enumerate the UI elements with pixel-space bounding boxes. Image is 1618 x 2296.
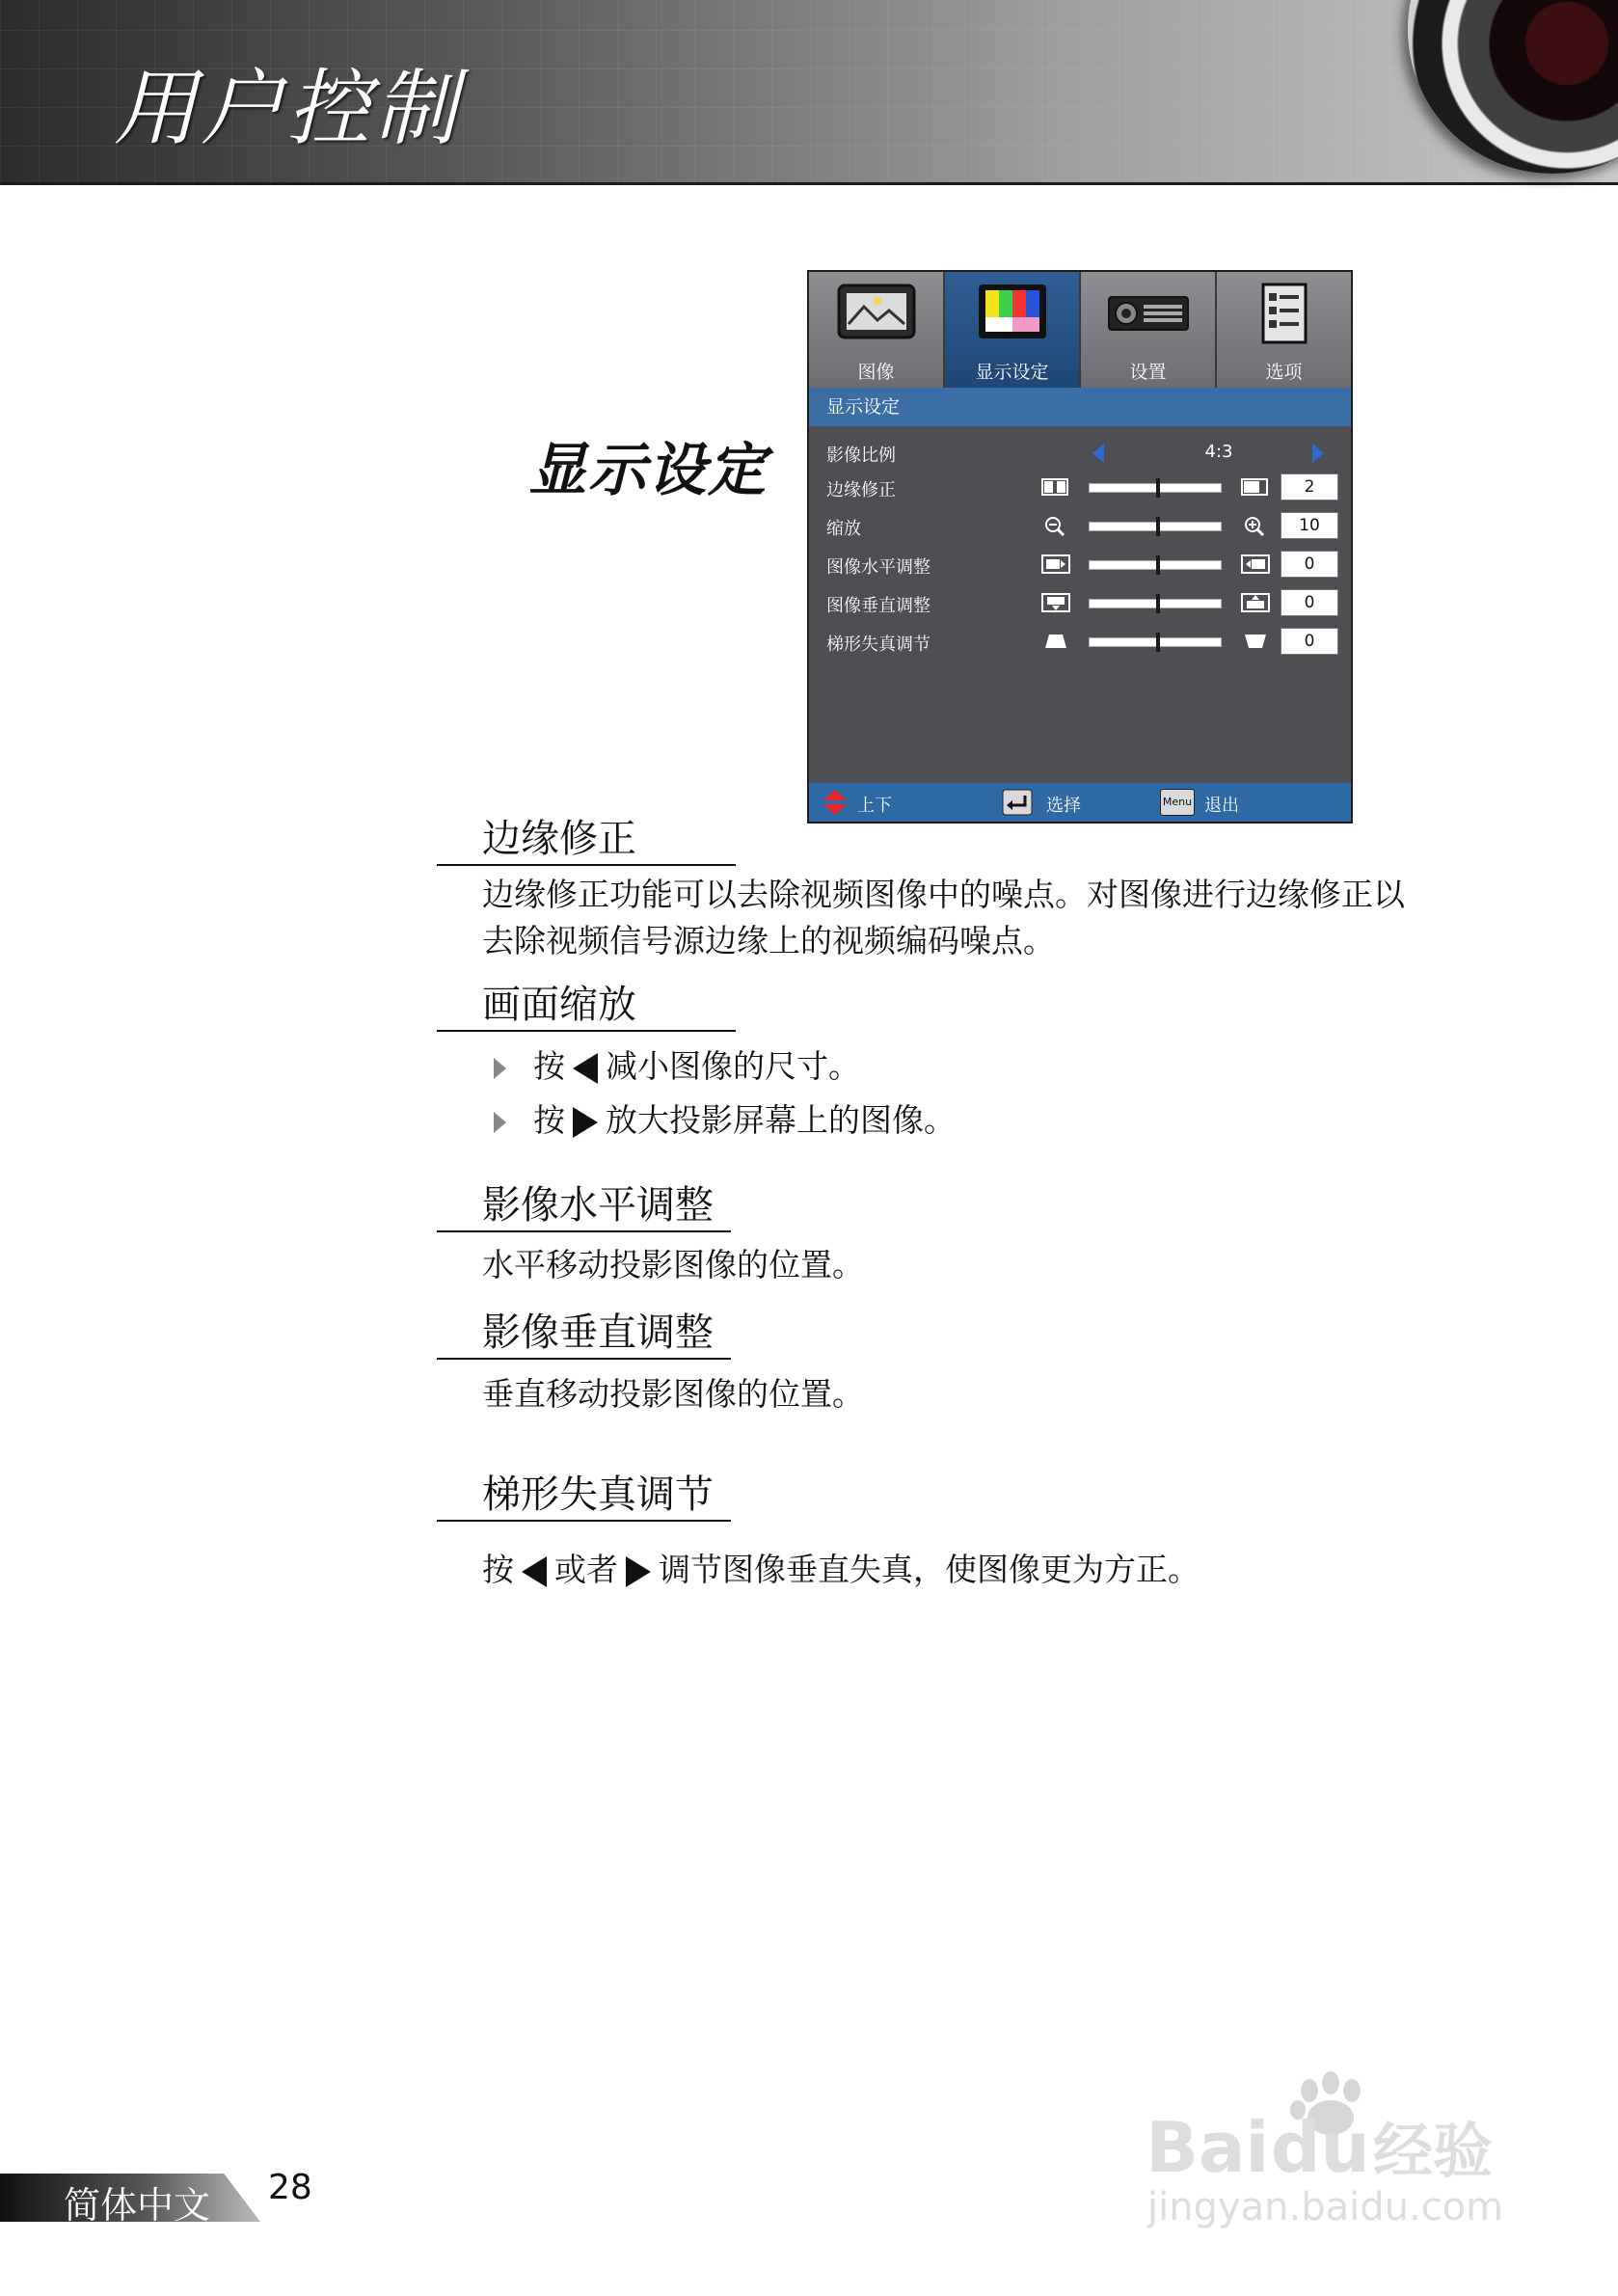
osd-tab-label: 设置	[1129, 362, 1167, 383]
keystone-text-mid: 或者	[554, 1551, 618, 1588]
keystone-value: 0	[1281, 628, 1338, 655]
bullet-zoom-increase	[494, 1097, 956, 1144]
v-shift-value: 0	[1281, 589, 1338, 616]
picture-icon	[835, 282, 918, 341]
bullet-text-post: 放大投影屏幕上的图像。	[606, 1101, 956, 1139]
paragraph-keystone	[482, 1547, 1504, 1593]
heading-zoom: 画面缩放	[437, 982, 736, 1032]
watermark-brand: Bai	[1146, 2107, 1270, 2188]
aspect-ratio-value: 4:3	[1204, 442, 1233, 462]
osd-tab-bar	[809, 272, 1351, 388]
zoom-slider[interactable]	[1089, 522, 1222, 531]
menu-key-icon: Menu	[1160, 789, 1195, 816]
watermark-brand-2: du	[1271, 2107, 1370, 2188]
v-shift-slider[interactable]	[1089, 599, 1222, 608]
section-title: 显示设定	[528, 437, 768, 504]
osd-row-label: 边缘修正	[826, 480, 896, 500]
osd-footer-bar	[809, 783, 1351, 822]
osd-tab-label: 显示设定	[975, 362, 1049, 383]
osd-tab-label: 图像	[857, 362, 895, 383]
shift-down-icon	[1040, 592, 1071, 613]
bullet-marker-icon	[494, 1058, 506, 1079]
osd-tab-setup[interactable]	[1081, 272, 1217, 388]
keystone-slider[interactable]	[1089, 637, 1222, 647]
watermark-suffix: 经验	[1373, 2116, 1494, 2186]
keystone-narrow-bottom-icon	[1240, 631, 1271, 652]
heading-v-image-shift: 影像垂直调整	[437, 1310, 731, 1360]
paragraph-edge-mask-line2: 去除视频信号源边缘上的视频编码噪点。	[482, 922, 1055, 959]
paragraph-edge-mask-line1: 边缘修正功能可以去除视频图像中的噪点。对图像进行边缘修正以	[482, 876, 1405, 913]
osd-row-label: 缩放	[826, 519, 861, 539]
h-shift-value: 0	[1281, 551, 1338, 578]
osd-tab-label: 选项	[1265, 362, 1303, 383]
arrow-left-icon[interactable]	[1092, 444, 1104, 463]
paragraph-v-image-shift: 垂直移动投影图像的位置。	[482, 1375, 864, 1413]
paragraph-h-image-shift: 水平移动投影图像的位置。	[482, 1246, 864, 1283]
chapter-title: 用户控制	[114, 61, 461, 157]
projector-lens-image	[1408, 0, 1618, 174]
keystone-text-post: 调节图像垂直失真，使图像更为方正。	[659, 1551, 1200, 1588]
heading-edge-mask: 边缘修正	[437, 816, 736, 866]
projector-icon	[1105, 282, 1192, 341]
osd-row-edge-mask[interactable]	[809, 471, 1351, 505]
slider-knob[interactable]	[1156, 478, 1160, 498]
right-arrow-key-icon	[626, 1556, 651, 1587]
zoom-out-icon	[1040, 515, 1071, 536]
shift-up-icon	[1240, 592, 1271, 613]
bullet-text-pre: 按	[533, 1101, 565, 1139]
osd-menu-screenshot	[807, 270, 1353, 824]
keystone-text-pre: 按	[482, 1551, 514, 1588]
zoom-in-icon	[1240, 515, 1271, 536]
h-shift-slider[interactable]	[1089, 560, 1222, 570]
options-list-icon	[1255, 282, 1313, 345]
arrow-right-icon[interactable]	[1312, 444, 1324, 463]
osd-row-keystone[interactable]	[809, 625, 1351, 660]
shift-left-icon	[1040, 554, 1071, 575]
zoom-value: 10	[1281, 512, 1338, 539]
edge-mask-value: 2	[1281, 473, 1338, 500]
osd-row-label: 图像垂直调整	[826, 596, 930, 616]
osd-row-label: 图像水平调整	[826, 557, 930, 578]
page-number: 28	[268, 2168, 312, 2207]
slider-knob[interactable]	[1156, 517, 1160, 536]
osd-submenu-title: 显示设定	[809, 388, 1351, 426]
osd-footer-updown-label: 上下	[857, 796, 892, 816]
language-label: 简体中文	[64, 2184, 211, 2227]
watermark-url: jingyan.baidu.com	[1147, 2185, 1504, 2229]
slider-knob[interactable]	[1156, 633, 1160, 652]
osd-row-label: 梯形失真调节	[826, 635, 930, 655]
osd-row-zoom[interactable]	[809, 509, 1351, 544]
bullet-text-post: 减小图像的尺寸。	[606, 1047, 860, 1085]
heading-h-image-shift: 影像水平调整	[437, 1182, 731, 1232]
slider-knob[interactable]	[1156, 594, 1160, 613]
enter-key-icon	[1002, 789, 1033, 816]
osd-tab-display[interactable]	[945, 272, 1081, 388]
left-arrow-key-icon	[573, 1053, 598, 1084]
osd-footer-enter-label: 选择	[1046, 796, 1081, 816]
display-icon	[976, 282, 1049, 341]
edge-mask-increase-icon	[1240, 476, 1271, 498]
up-down-arrow-icon	[822, 789, 848, 816]
baidu-jingyan-watermark	[1146, 2056, 1531, 2229]
right-arrow-key-icon	[573, 1107, 598, 1138]
heading-keystone: 梯形失真调节	[437, 1472, 731, 1522]
shift-right-icon	[1240, 554, 1271, 575]
osd-tab-options[interactable]	[1217, 272, 1351, 388]
osd-tab-image[interactable]	[809, 272, 945, 388]
osd-row-aspect-ratio[interactable]	[809, 436, 1351, 471]
header-banner	[0, 0, 1618, 185]
osd-row-h-image-shift[interactable]	[809, 548, 1351, 582]
bullet-marker-icon	[494, 1112, 506, 1133]
left-arrow-key-icon	[522, 1556, 547, 1587]
osd-row-v-image-shift[interactable]	[809, 586, 1351, 621]
slider-knob[interactable]	[1156, 555, 1160, 575]
osd-row-label: 影像比例	[826, 446, 896, 466]
edge-mask-decrease-icon	[1040, 476, 1071, 498]
bullet-zoom-decrease	[494, 1043, 860, 1090]
page-footer	[0, 2168, 318, 2226]
edge-mask-slider[interactable]	[1089, 483, 1222, 493]
bullet-text-pre: 按	[533, 1047, 565, 1085]
keystone-narrow-top-icon	[1040, 631, 1071, 652]
osd-footer-exit-label: 退出	[1204, 796, 1239, 816]
